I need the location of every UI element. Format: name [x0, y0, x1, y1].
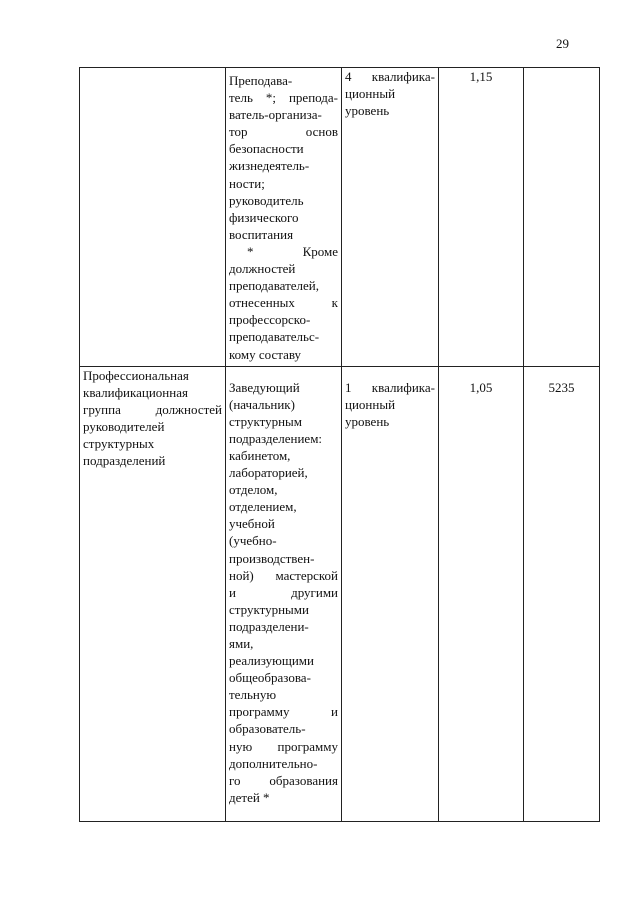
position-cell	[226, 366, 342, 821]
position-line: отделением,	[229, 499, 297, 515]
level-line: ционный	[345, 86, 396, 102]
position-line: * Кроме	[247, 243, 338, 259]
position-line: подразделени-	[229, 618, 309, 634]
level-cell	[342, 68, 439, 367]
position-line: ной) мастерской	[229, 567, 338, 583]
position-line: физического	[229, 209, 299, 225]
salary-cell	[524, 68, 600, 367]
level-line: уровень	[345, 413, 390, 429]
position-line: отделом,	[229, 482, 278, 498]
position-line: го образования	[229, 772, 338, 788]
position-line: преподавателей,	[229, 278, 320, 294]
position-line: образователь-	[229, 721, 306, 737]
position-line: тельную	[229, 687, 277, 703]
position-line: руководитель	[229, 192, 304, 208]
position-line: дополнительно-	[229, 755, 318, 771]
position-line: отнесенных к	[229, 295, 338, 311]
group-line: структурных	[83, 435, 155, 451]
position-line: учебной	[229, 516, 275, 532]
group-line: руководителей	[83, 418, 165, 434]
level-line: ционный	[345, 396, 396, 412]
position-line: кому составу	[229, 346, 302, 362]
position-line: (начальник)	[229, 396, 295, 412]
position-line: ватель-организа-	[229, 107, 322, 123]
position-line: программу и	[229, 704, 338, 720]
level-cell	[342, 366, 439, 821]
table-row	[80, 366, 600, 821]
position-line: общеобразова-	[229, 670, 311, 686]
position-line: ную программу	[229, 738, 338, 754]
coefficient-cell: 1,05	[439, 366, 524, 821]
position-line: профессорско-	[229, 312, 311, 328]
level-line: уровень	[345, 103, 390, 119]
position-line: Заведующий	[229, 379, 300, 395]
group-line: группа должностей	[83, 401, 222, 417]
position-line: реализующими	[229, 653, 314, 669]
position-line: структурным	[229, 413, 303, 429]
page-number: 29	[556, 36, 569, 51]
position-line: (учебно-	[229, 533, 277, 549]
position-line: лабораторией,	[229, 465, 308, 481]
table-row	[80, 68, 600, 367]
position-line: и другими	[229, 584, 338, 600]
position-line: тор основ	[229, 124, 338, 140]
group-line: квалификационная	[83, 384, 188, 400]
position-line: преподавательс-	[229, 329, 320, 345]
level-line: 4 квалифика-	[345, 69, 435, 84]
position-line: структурными	[229, 601, 309, 617]
position-line: воспитания	[229, 226, 294, 242]
position-line: ности;	[229, 175, 265, 191]
position-line: безопасности	[229, 141, 304, 157]
group-cell	[80, 366, 226, 821]
position-line: тель *; препода-	[229, 90, 338, 106]
position-cell	[226, 68, 342, 367]
group-line: Профессиональная	[83, 367, 189, 383]
position-line: жизнедеятель-	[229, 158, 310, 174]
salary-cell: 5235	[524, 366, 600, 821]
position-line: должностей	[229, 261, 296, 277]
position-line: ями,	[229, 636, 254, 651]
position-line: кабинетом,	[229, 447, 291, 463]
position-line: производствен-	[229, 550, 315, 566]
coefficient-cell: 1,15	[439, 68, 524, 367]
group-cell	[80, 68, 226, 367]
level-line: 1 квалифика-	[345, 379, 435, 395]
group-line: подразделений	[83, 453, 166, 469]
position-line: детей *	[229, 789, 270, 805]
qualification-table	[79, 67, 600, 822]
position-line: подразделением:	[229, 430, 323, 446]
position-line: Преподава-	[229, 73, 293, 88]
